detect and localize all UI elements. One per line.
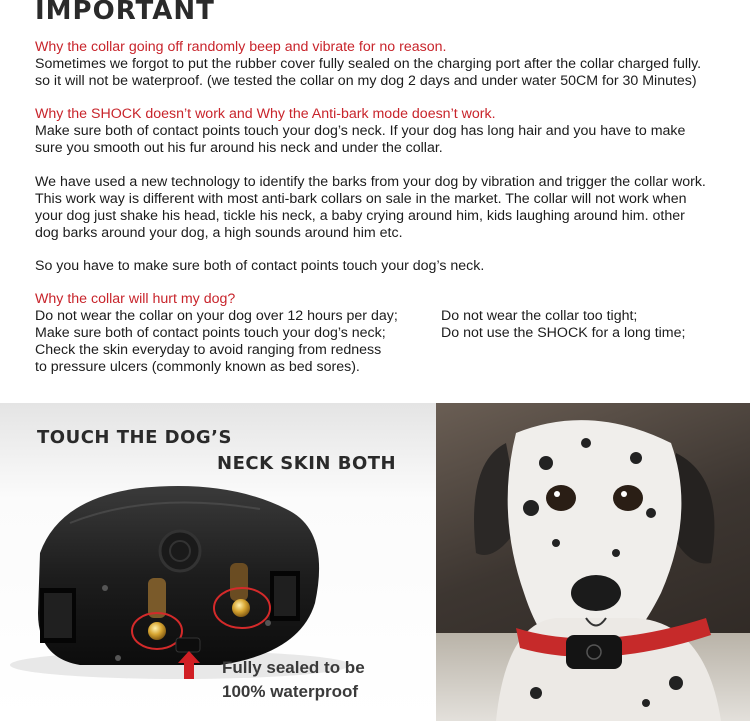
body-line: We have used a new technology to identify the barks from your dog by vibration and trigger the collar work. <box>35 174 706 190</box>
tip-line: Do not wear the collar too tight; <box>441 308 638 324</box>
contact-point-right <box>232 599 250 617</box>
body-line: your dog just shake his head, tickle his neck, a baby crying around him, kids laughing around him. other <box>35 208 685 224</box>
question-beep: Why the collar going off randomly beep and vibrate for no reason. <box>35 39 447 55</box>
body-line: This work way is different with most anti-bark collars on sale in the market. The collar will not work when <box>35 191 687 207</box>
tip-line: Make sure both of contact points touch your dog’s neck; <box>35 325 386 341</box>
question-hurt: Why the collar will hurt my dog? <box>35 291 236 307</box>
tip-line: Do not use the SHOCK for a long time; <box>441 325 686 341</box>
answer-line: sure you smooth out his fur around his neck and under the collar. <box>35 140 443 156</box>
waterproof-caption <box>222 656 365 704</box>
section-contact-note <box>35 258 484 275</box>
collar-device-illustration <box>0 403 436 721</box>
tip-line: Check the skin everyday to avoid ranging from redness <box>35 342 382 358</box>
section-collar-beep <box>35 39 701 90</box>
dog-photo <box>436 403 750 721</box>
answer-line: Sometimes we forgot to put the rubber cover fully sealed on the charging port after the collar charged fully. <box>35 56 702 72</box>
body-line: dog barks around your dog, a high sounds around him etc. <box>35 225 403 241</box>
question-shock: Why the SHOCK doesn’t work and Why the Anti-bark mode doesn’t work. <box>35 106 496 122</box>
section-hurt-right <box>441 308 685 342</box>
section-shock <box>35 106 685 157</box>
answer-line: Make sure both of contact points touch your dog’s neck. If your dog has long hair and you have to make <box>35 123 686 139</box>
headline-line-1: TOUCH THE DOG’S <box>37 427 232 448</box>
tip-line: Do not wear the collar on your dog over 12 hours per day; <box>35 308 398 324</box>
contact-point-left <box>148 622 166 640</box>
product-banner <box>0 403 750 721</box>
collar-panel <box>0 403 436 721</box>
caption-line-1: Fully sealed to be <box>222 658 365 677</box>
collar-device <box>566 635 622 669</box>
section-technology <box>35 174 706 242</box>
page-title: IMPORTANT <box>35 0 215 26</box>
dalmatian-dog-illustration <box>436 403 750 721</box>
headline-line-2: NECK SKIN BOTH <box>217 453 397 474</box>
tip-line: to pressure ulcers (commonly known as bed sores). <box>35 359 360 375</box>
section-hurt <box>35 291 398 376</box>
answer-line: so it will not be waterproof. (we tested the collar on my dog 2 days and under water 50CM for 30 Minutes) <box>35 73 697 89</box>
caption-line-2: 100% waterproof <box>222 682 359 701</box>
body-line: So you have to make sure both of contact points touch your dog’s neck. <box>35 258 485 274</box>
